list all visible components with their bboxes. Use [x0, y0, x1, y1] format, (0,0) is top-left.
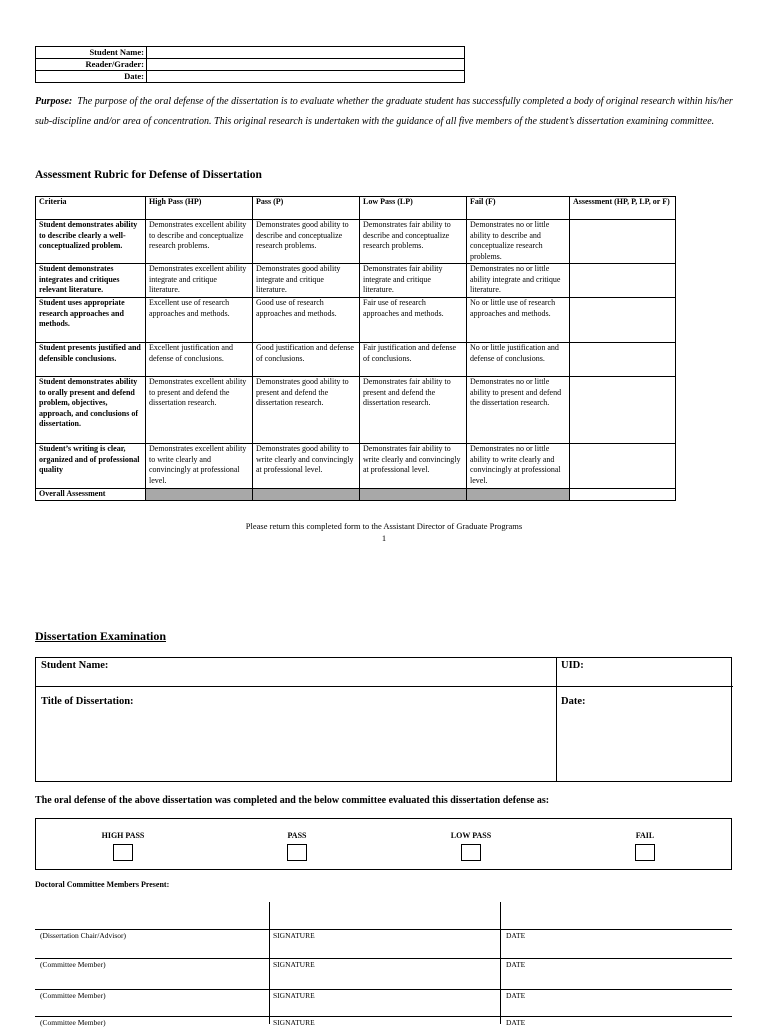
p-cell: Demonstrates good ability to present and defend the dissertation research.: [253, 377, 360, 444]
overall-assessment-row: [36, 489, 676, 501]
p-cell: Good use of research approaches and methods.: [253, 298, 360, 343]
criteria-cell: Student demonstrates ability to orally present and defend problem, objectives, approach, and conclusions of dissertation.: [36, 377, 146, 444]
p-cell: Demonstrates good ability to write clearly and convincingly at professional level.: [253, 444, 360, 489]
exam-info-box: [35, 657, 732, 782]
f-cell: Demonstrates no or little ability to describe and conceptualize research problems.: [467, 220, 570, 264]
date-label: Date:: [36, 71, 147, 83]
table-row: [36, 343, 676, 377]
date-label: DATE: [506, 1018, 526, 1027]
rubric-header-row: [36, 197, 676, 220]
date-label: DATE: [506, 931, 526, 940]
overall-assessment-cell[interactable]: [570, 489, 676, 501]
lp-cell: Fair justification and defense of conclusions.: [360, 343, 467, 377]
signature-label: SIGNATURE: [273, 991, 315, 1000]
pass-checkbox[interactable]: [287, 844, 307, 861]
option-pass: [210, 819, 384, 869]
assessment-cell[interactable]: [570, 264, 676, 298]
role-label: (Committee Member): [40, 1018, 106, 1027]
shaded-cell: [467, 489, 570, 501]
header-pass: Pass (P): [253, 197, 360, 220]
header-low-pass: Low Pass (LP): [360, 197, 467, 220]
table-row: [36, 264, 676, 298]
header-assessment: Assessment (HP, P, LP, or F): [570, 197, 676, 220]
option-label: PASS: [287, 831, 307, 840]
defense-statement: The oral defense of the above dissertation was completed and the below committee evaluated this dissertation defense as:: [35, 795, 550, 806]
lp-cell: Demonstrates fair ability to describe and conceptualize research problems.: [360, 220, 467, 264]
exam-date-label: Date:: [561, 696, 586, 707]
option-low-pass: [384, 819, 558, 869]
rubric-table: [35, 196, 676, 501]
signature-label: SIGNATURE: [273, 931, 315, 940]
role-label: (Dissertation Chair/Advisor): [40, 931, 127, 940]
assessment-cell[interactable]: [570, 298, 676, 343]
hp-cell: Demonstrates excellent ability to write clearly and convincingly at professional level.: [146, 444, 253, 489]
criteria-cell: Student demonstrates ability to describe clearly a well-conceptualized problem.: [36, 220, 146, 264]
signature-label: SIGNATURE: [273, 960, 315, 969]
shaded-cell: [360, 489, 467, 501]
assessment-cell[interactable]: [570, 444, 676, 489]
page-number: 1: [381, 533, 387, 543]
signature-line: [35, 989, 732, 990]
hp-cell: Demonstrates excellent ability to describe and conceptualize research problems.: [146, 220, 253, 264]
option-label: LOW PASS: [450, 831, 492, 840]
f-cell: No or little use of research approaches and methods.: [467, 298, 570, 343]
criteria-cell: Student demonstrates integrates and critiques relevant literature.: [36, 264, 146, 298]
criteria-cell: Student presents justified and defensible conclusions.: [36, 343, 146, 377]
lp-cell: Demonstrates fair ability integrate and critique literature.: [360, 264, 467, 298]
table-row: [36, 298, 676, 343]
date-label: DATE: [506, 960, 526, 969]
role-label: (Committee Member): [40, 960, 106, 969]
hp-cell: Excellent justification and defense of conclusions.: [146, 343, 253, 377]
f-cell: Demonstrates no or little ability to write clearly and convincingly at professional level.: [467, 444, 570, 489]
student-info-table: [35, 46, 465, 83]
high-pass-checkbox[interactable]: [113, 844, 133, 861]
table-row: [36, 444, 676, 489]
lp-cell: Demonstrates fair ability to present and defend the dissertation research.: [360, 377, 467, 444]
committee-label: Doctoral Committee Members Present:: [35, 880, 170, 889]
dissertation-title-label: Title of Dissertation:: [41, 696, 134, 707]
assessment-cell[interactable]: [570, 377, 676, 444]
header-criteria: Criteria: [36, 197, 146, 220]
f-cell: Demonstrates no or little ability to present and defend the dissertation research.: [467, 377, 570, 444]
criteria-cell: Student’s writing is clear, organized and of professional quality: [36, 444, 146, 489]
shaded-cell: [253, 489, 360, 501]
student-name-field[interactable]: [147, 47, 465, 59]
student-name-label: Student Name:: [36, 47, 147, 59]
purpose-paragraph: [35, 92, 735, 132]
option-label: FAIL: [635, 831, 655, 840]
uid-label: UID:: [561, 660, 584, 671]
result-options-box: [35, 818, 732, 870]
exam-student-name-label: Student Name:: [41, 660, 109, 671]
table-row: [36, 220, 676, 264]
divider: [269, 902, 270, 1024]
assessment-cell[interactable]: [570, 220, 676, 264]
purpose-text: The purpose of the oral defense of the dissertation is to evaluate whether the graduate student has successfully completed a body of original research within his/her sub-discipline and/or area of concentration. This original research is undertaken with the guidance of all five members of the student’s dissertation examining committee.: [35, 96, 733, 127]
p-cell: Demonstrates good ability integrate and critique literature.: [253, 264, 360, 298]
signature-label: SIGNATURE: [273, 1018, 315, 1027]
f-cell: No or little justification and defense of conclusions.: [467, 343, 570, 377]
date-label: DATE: [506, 991, 526, 1000]
signature-line: [35, 958, 732, 959]
option-fail: [558, 819, 732, 869]
exam-title: Dissertation Examination: [35, 629, 167, 643]
date-field[interactable]: [147, 71, 465, 83]
criteria-cell: Student uses appropriate research approaches and methods.: [36, 298, 146, 343]
rubric-title: Assessment Rubric for Defense of Dissertation: [35, 169, 262, 181]
p-cell: Demonstrates good ability to describe and conceptualize research problems.: [253, 220, 360, 264]
divider: [500, 902, 501, 1024]
hp-cell: Demonstrates excellent ability integrate and critique literature.: [146, 264, 253, 298]
shaded-cell: [146, 489, 253, 501]
reader-grader-label: Reader/Grader:: [36, 59, 147, 71]
lp-cell: Fair use of research approaches and methods.: [360, 298, 467, 343]
overall-assessment-label: Overall Assessment: [36, 489, 146, 501]
p-cell: Good justification and defense of conclusions.: [253, 343, 360, 377]
signature-line: [35, 929, 732, 930]
reader-grader-field[interactable]: [147, 59, 465, 71]
hp-cell: Excellent use of research approaches and methods.: [146, 298, 253, 343]
purpose-label: Purpose:: [35, 96, 73, 107]
table-row: [36, 377, 676, 444]
lp-cell: Demonstrates fair ability to write clearly and convincingly at professional level.: [360, 444, 467, 489]
f-cell: Demonstrates no or little ability integrate and critique literature.: [467, 264, 570, 298]
header-high-pass: High Pass (HP): [146, 197, 253, 220]
role-label: (Committee Member): [40, 991, 106, 1000]
signature-line: [35, 1016, 732, 1017]
header-fail: Fail (F): [467, 197, 570, 220]
assessment-cell[interactable]: [570, 343, 676, 377]
low-pass-checkbox[interactable]: [461, 844, 481, 861]
hp-cell: Demonstrates excellent ability to present and defend the dissertation research.: [146, 377, 253, 444]
return-note: Please return this completed form to the Assistant Director of Graduate Programs: [245, 521, 523, 531]
divider: [36, 686, 733, 687]
fail-checkbox[interactable]: [635, 844, 655, 861]
option-high-pass: [36, 819, 210, 869]
divider: [556, 658, 557, 782]
option-label: HIGH PASS: [101, 831, 145, 840]
